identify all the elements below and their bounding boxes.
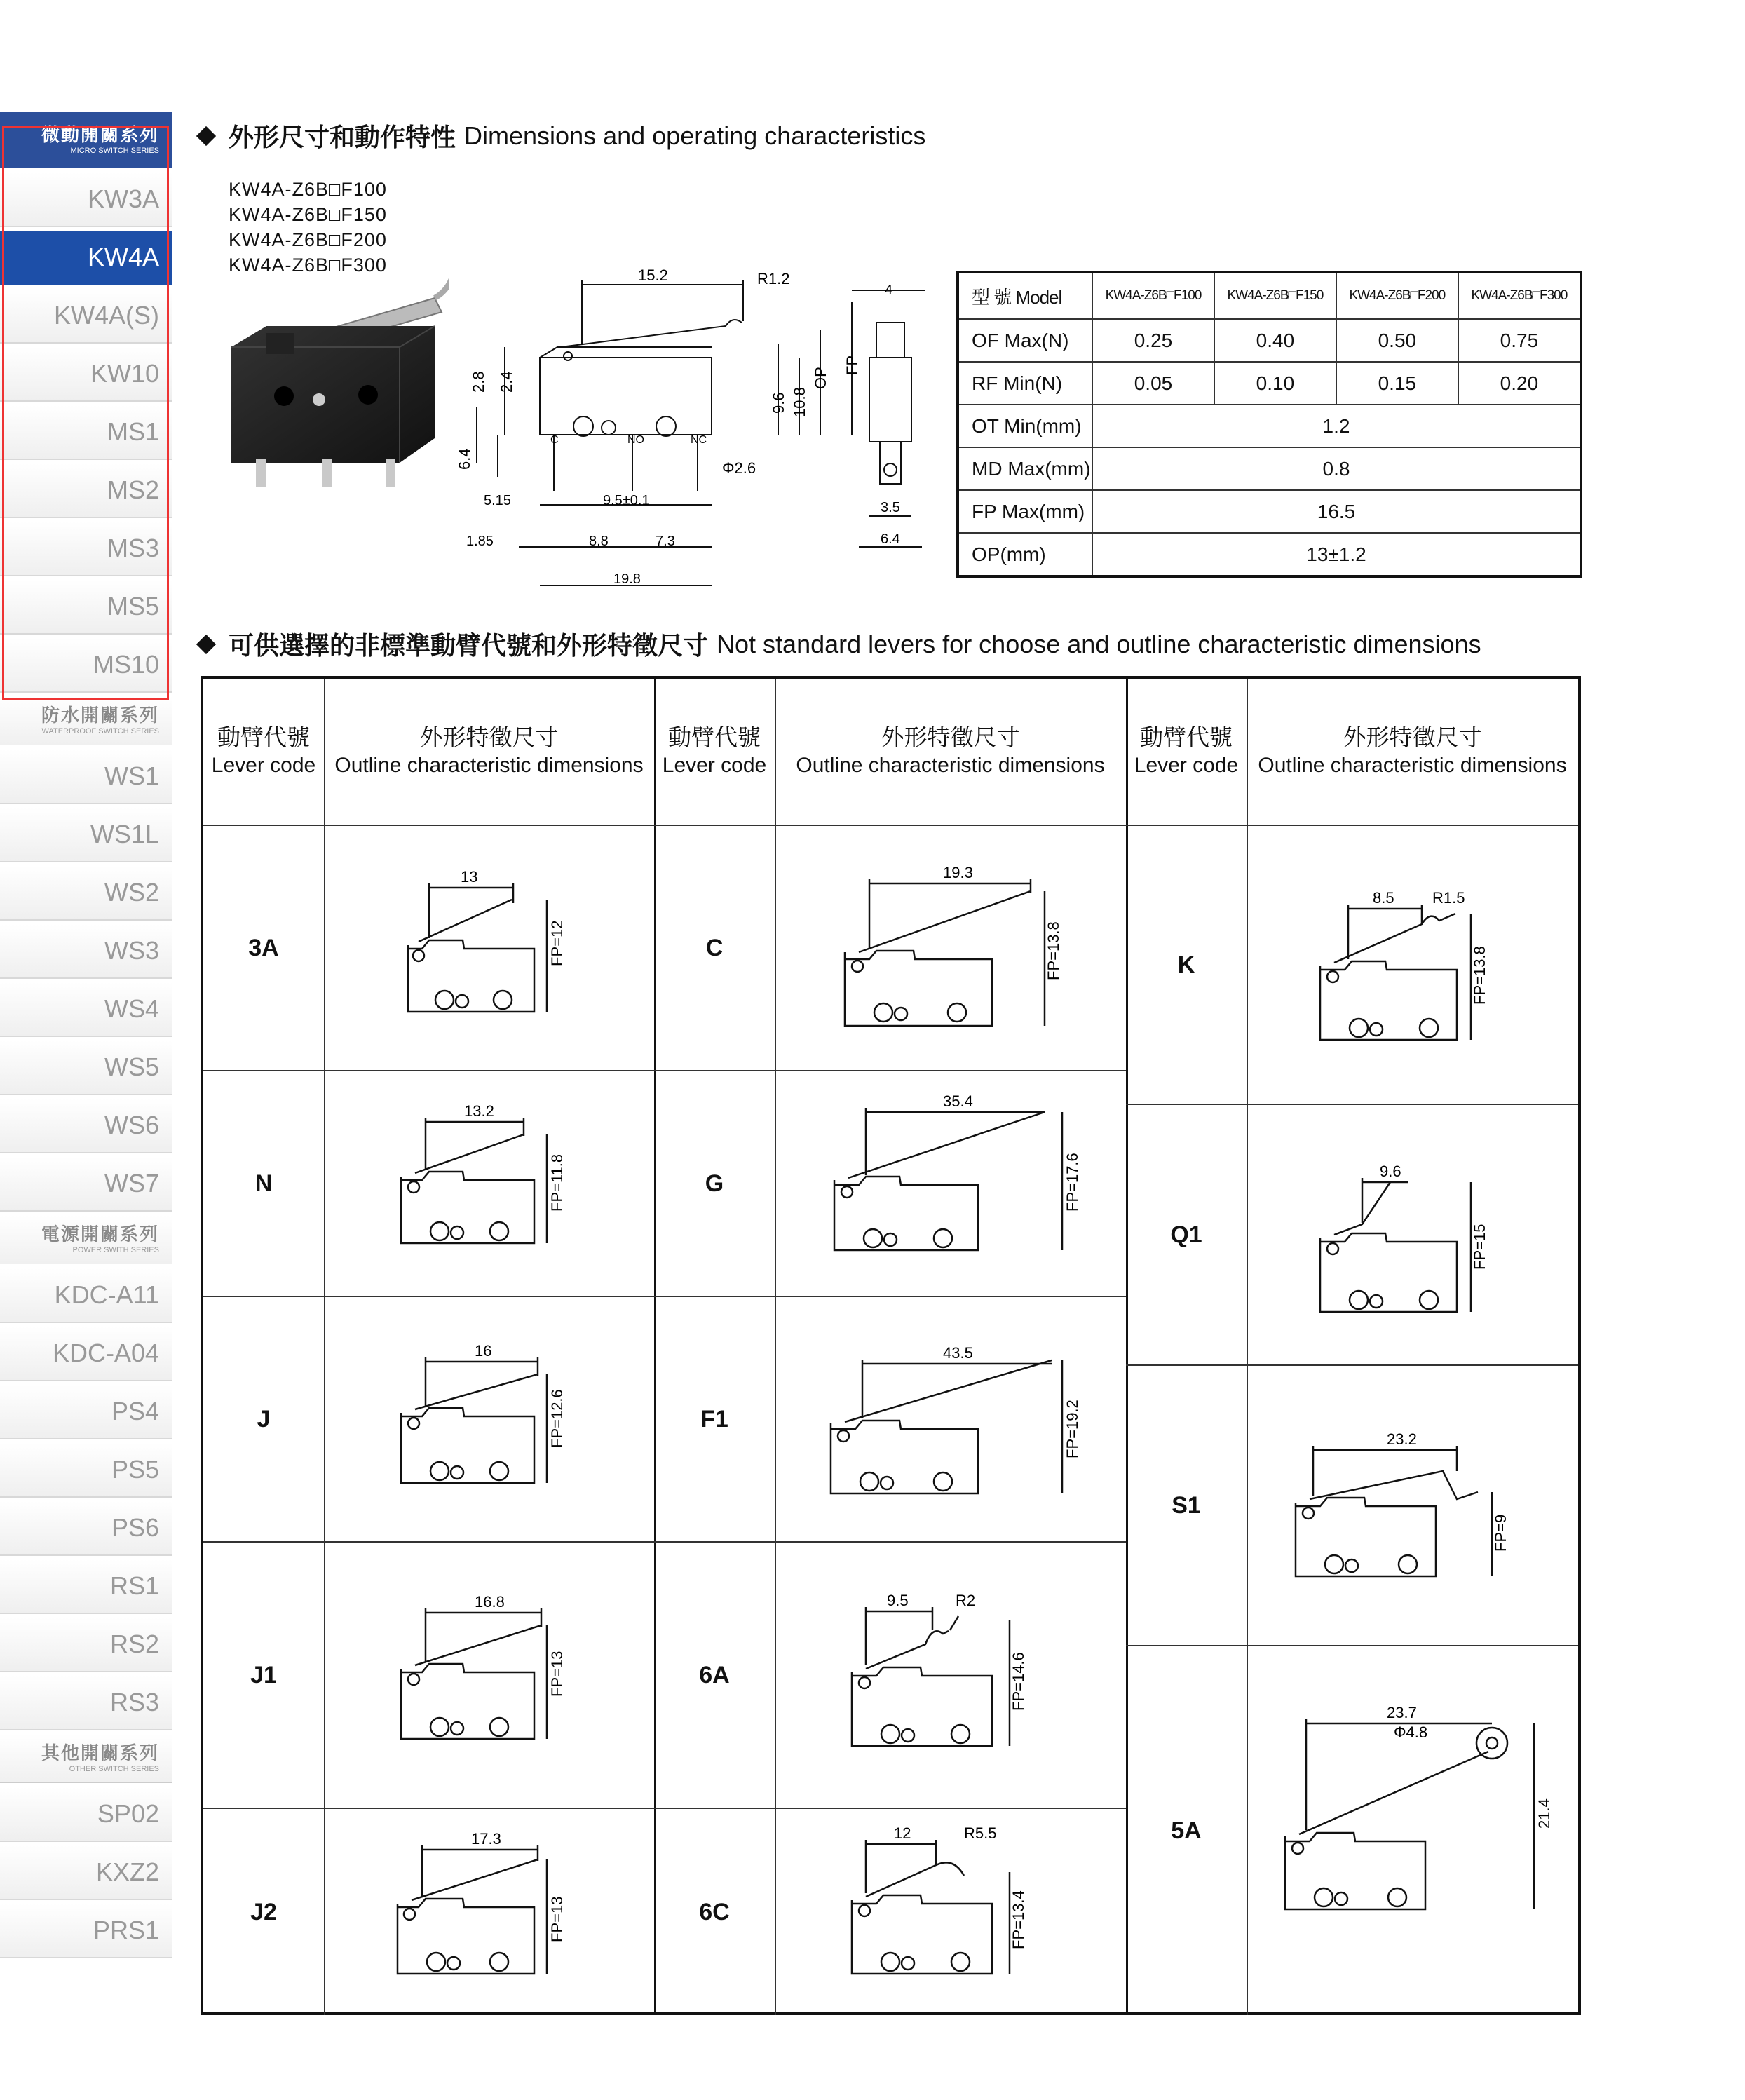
model-item: KW4A-Z6B□F300 xyxy=(229,255,387,276)
lever-header xyxy=(654,679,1126,826)
header-dim-en: Outline characteristic dimensions xyxy=(796,754,1105,777)
category-waterproof xyxy=(0,696,172,745)
lever-radius: R5.5 xyxy=(964,1824,997,1842)
header-code-en: Lever code xyxy=(211,754,316,777)
lever-drawing xyxy=(1247,1105,1576,1364)
lever-code: 6C xyxy=(654,1809,776,2015)
lever-row xyxy=(203,1543,654,1809)
header-dim-en: Outline characteristic dimensions xyxy=(334,754,644,777)
dim-h2: 2.4 xyxy=(498,371,515,393)
lever-row xyxy=(654,1071,1126,1297)
lever-length: 16 xyxy=(475,1342,492,1360)
sidebar-item-ws1[interactable]: WS1 xyxy=(0,750,172,804)
side-dim-bottom: 6.4 xyxy=(881,531,900,547)
lever-drawing xyxy=(324,826,653,1070)
lever-row xyxy=(1126,1105,1578,1366)
lever-row xyxy=(203,1809,654,2015)
sidebar-item-kw4a[interactable]: KW4A xyxy=(0,231,172,285)
sidebar-item-rs1[interactable]: RS1 xyxy=(0,1559,172,1614)
lever-code: G xyxy=(654,1071,776,1296)
pin-c-label: C xyxy=(550,434,559,446)
dim-v1: 9.6 xyxy=(770,392,787,414)
lever-fp: FP=9 xyxy=(1492,1514,1509,1552)
dim-op: OP xyxy=(812,367,829,389)
spec-cell: 16.5 xyxy=(1092,490,1581,533)
dim-fp: FP xyxy=(843,355,861,375)
lever-row xyxy=(203,1071,654,1297)
lever-length: 19.3 xyxy=(943,864,973,881)
sidebar-item-ws2[interactable]: WS2 xyxy=(0,866,172,921)
header-dim-zh: 外形特徵尺寸 xyxy=(419,724,559,751)
category-title: 電源開關系列 xyxy=(41,1224,159,1245)
header-dim-zh: 外形特徵尺寸 xyxy=(1343,724,1482,751)
section-title-levers xyxy=(195,626,1481,662)
spec-row-label: OF Max(N) xyxy=(958,319,1092,362)
sidebar-item-rs2[interactable]: RS2 xyxy=(0,1618,172,1672)
lever-fp: FP=15 xyxy=(1471,1224,1488,1270)
lever-fp: 21.4 xyxy=(1535,1798,1553,1829)
sidebar-item-kdc-a11[interactable]: KDC-A11 xyxy=(0,1268,172,1323)
spec-cell: 0.05 xyxy=(1092,362,1214,405)
header-dim-en: Outline characteristic dimensions xyxy=(1258,754,1567,777)
lever-code: S1 xyxy=(1126,1366,1248,1645)
spec-row-label: OT Min(mm) xyxy=(958,405,1092,447)
sidebar-item-ws6[interactable]: WS6 xyxy=(0,1099,172,1153)
header-code-zh: 動臂代號 xyxy=(1140,724,1233,751)
pin-nc-label: NC xyxy=(691,434,707,446)
lever-length: 16.8 xyxy=(475,1593,505,1611)
category-subtitle: MICRO SWITCH SERIES xyxy=(70,147,159,155)
lever-row xyxy=(654,826,1126,1071)
lever-drawing xyxy=(1247,1366,1576,1645)
spec-header-cell: KW4A-Z6B□F300 xyxy=(1458,272,1581,319)
sidebar-item-kw4a-s[interactable]: KW4A(S) xyxy=(0,289,172,344)
lever-row xyxy=(654,1543,1126,1809)
lever-drawing xyxy=(1247,826,1576,1104)
spec-header-cell: KW4A-Z6B□F200 xyxy=(1336,272,1458,319)
section-title-zh: 外形尺寸和動作特性 xyxy=(229,123,456,152)
lever-drawing xyxy=(324,1543,653,1808)
spec-cell: 0.75 xyxy=(1458,319,1581,362)
lever-row xyxy=(1126,1366,1578,1646)
header-code-zh: 動臂代號 xyxy=(217,724,310,751)
lever-code: F1 xyxy=(654,1297,776,1541)
spec-row xyxy=(958,362,1581,405)
lever-fp: FP=13 xyxy=(548,1896,566,1942)
header-dim-zh: 外形特徵尺寸 xyxy=(881,724,1020,751)
lever-code: J xyxy=(203,1297,325,1541)
lever-length: 23.7 xyxy=(1387,1704,1417,1721)
lever-drawing xyxy=(775,1297,1125,1541)
sidebar-item-ws3[interactable]: WS3 xyxy=(0,924,172,979)
spec-cell: 0.8 xyxy=(1092,447,1581,490)
lever-length: 17.3 xyxy=(471,1830,501,1848)
side-dim-mid: 3.5 xyxy=(881,500,900,515)
dim-b1: 5.15 xyxy=(484,493,511,508)
lever-row xyxy=(203,1297,654,1543)
spec-row-label: FP Max(mm) xyxy=(958,490,1092,533)
lever-code: K xyxy=(1126,826,1248,1104)
lever-column-3 xyxy=(1126,679,1578,2012)
lever-row xyxy=(203,826,654,1071)
category-title: 其他開關系列 xyxy=(41,1742,159,1764)
dim-b6: 19.8 xyxy=(613,571,641,587)
sidebar-item-ws1l[interactable]: WS1L xyxy=(0,808,172,862)
lever-drawing xyxy=(775,1071,1125,1296)
lever-code: J2 xyxy=(203,1809,325,2015)
sidebar-item-sp02[interactable]: SP02 xyxy=(0,1787,172,1842)
lever-code: N xyxy=(203,1071,325,1296)
sidebar-item-rs3[interactable]: RS3 xyxy=(0,1676,172,1730)
lever-drawing xyxy=(324,1809,653,2014)
lever-fp: FP=13.8 xyxy=(1045,921,1062,980)
sidebar-item-ms3[interactable]: MS3 xyxy=(0,522,172,576)
lever-row xyxy=(654,1297,1126,1543)
lever-drawing xyxy=(324,1071,653,1296)
dim-h1: 2.8 xyxy=(470,371,487,393)
sidebar-item-ws5[interactable]: WS5 xyxy=(0,1041,172,1095)
lever-column-2 xyxy=(654,679,1128,2012)
lever-code: 3A xyxy=(203,826,325,1070)
sidebar-item-ws4[interactable]: WS4 xyxy=(0,982,172,1037)
category-subtitle: WATERPROOF SWITCH SERIES xyxy=(41,726,159,736)
sidebar-item-ps6[interactable]: PS6 xyxy=(0,1501,172,1556)
category-subtitle: POWER SWITH SERIES xyxy=(72,1245,159,1254)
spec-row-label: OP(mm) xyxy=(958,533,1092,576)
spec-cell: 13±1.2 xyxy=(1092,533,1581,576)
sidebar-item-ms1[interactable]: MS1 xyxy=(0,405,172,460)
sidebar-item-kxz2[interactable]: KXZ2 xyxy=(0,1845,172,1900)
spec-cell: 0.25 xyxy=(1092,319,1214,362)
spec-row xyxy=(958,319,1581,362)
model-item: KW4A-Z6B□F150 xyxy=(229,204,387,225)
lever-row xyxy=(1126,826,1578,1105)
header-code-zh: 動臂代號 xyxy=(668,724,761,751)
dim-b4: 8.8 xyxy=(589,534,609,549)
lever-row xyxy=(1126,1646,1578,2015)
lever-length: 12 xyxy=(894,1824,911,1842)
spec-row xyxy=(958,447,1581,490)
lever-header xyxy=(203,679,654,826)
header-code-en: Lever code xyxy=(662,754,767,777)
product-photo xyxy=(224,270,449,508)
category-other xyxy=(0,1734,172,1783)
lever-code: C xyxy=(654,826,776,1070)
section-title-dimensions xyxy=(195,118,925,154)
spec-row xyxy=(958,490,1581,533)
category-subtitle: OTHER SWITCH SERIES xyxy=(69,1764,159,1773)
lever-fp: FP=19.2 xyxy=(1064,1400,1081,1458)
sidebar-item-ms10[interactable]: MS10 xyxy=(0,638,172,693)
dim-b2: 9.5±0.1 xyxy=(603,493,650,508)
lever-code: 6A xyxy=(654,1543,776,1808)
category-power xyxy=(0,1215,172,1264)
lever-fp: FP=13.8 xyxy=(1471,946,1488,1005)
section-title-en: Dimensions and operating characteristics xyxy=(464,121,926,150)
lever-radius: R1.5 xyxy=(1432,889,1465,907)
category-title: 微動開關系列 xyxy=(41,125,159,146)
lever-drawing xyxy=(324,1297,653,1541)
diamond-bullet-icon xyxy=(196,126,216,145)
lever-fp: FP=11.8 xyxy=(548,1153,566,1212)
dim-v2: 10.8 xyxy=(791,387,808,417)
series-sidebar xyxy=(0,112,172,1962)
category-micro-switch xyxy=(0,112,172,168)
spec-cell: 0.15 xyxy=(1336,362,1458,405)
side-dim-top: 4 xyxy=(885,283,893,298)
lever-column-1 xyxy=(203,679,656,2012)
lever-fp: FP=12 xyxy=(548,920,566,966)
lever-length: 23.2 xyxy=(1387,1430,1417,1448)
spec-header-cell: KW4A-Z6B□F150 xyxy=(1214,272,1336,319)
lever-length: 8.5 xyxy=(1373,889,1394,907)
spec-row xyxy=(958,405,1581,447)
lever-roller-dia: Φ4.8 xyxy=(1394,1723,1428,1741)
lever-code: 5A xyxy=(1126,1646,1248,2015)
dim-radius: R1.2 xyxy=(757,270,790,287)
dim-b3: 1.85 xyxy=(466,534,494,549)
section-title-en: Not standard levers for choose and outline characteristic dimensions xyxy=(717,629,1481,658)
spec-row-label: MD Max(mm) xyxy=(958,447,1092,490)
spec-cell: 1.2 xyxy=(1092,405,1581,447)
sidebar-item-ws7[interactable]: WS7 xyxy=(0,1157,172,1212)
sidebar-item-kw10[interactable]: KW10 xyxy=(0,347,172,402)
category-title: 防水開關系列 xyxy=(41,705,159,726)
pin-no-label: NO xyxy=(627,434,644,446)
diamond-bullet-icon xyxy=(196,634,216,653)
lever-fp: FP=14.6 xyxy=(1010,1652,1027,1711)
model-item: KW4A-Z6B□F200 xyxy=(229,229,387,250)
lever-length: 13.2 xyxy=(464,1102,494,1120)
spec-row-label: RF Min(N) xyxy=(958,362,1092,405)
lever-drawing xyxy=(775,1543,1125,1808)
lever-drawing xyxy=(775,1809,1125,2014)
spec-cell: 0.50 xyxy=(1336,319,1458,362)
lever-drawing xyxy=(1247,1646,1576,2014)
spec-row xyxy=(958,533,1581,576)
spec-cell: 0.20 xyxy=(1458,362,1581,405)
spec-cell: 0.10 xyxy=(1214,362,1336,405)
lever-length: 9.5 xyxy=(887,1592,909,1609)
spec-cell: 0.40 xyxy=(1214,319,1336,362)
sidebar-item-ms2[interactable]: MS2 xyxy=(0,463,172,518)
sidebar-item-ms5[interactable]: MS5 xyxy=(0,580,172,635)
lever-radius: R2 xyxy=(956,1592,976,1609)
dim-diameter: Φ2.6 xyxy=(722,459,756,477)
lever-fp: FP=13.4 xyxy=(1010,1890,1027,1949)
spec-header-cell: KW4A-Z6B□F100 xyxy=(1092,272,1214,319)
sidebar-item-ps4[interactable]: PS4 xyxy=(0,1385,172,1439)
sidebar-item-kw3a[interactable]: KW3A xyxy=(0,172,172,227)
model-list xyxy=(229,177,387,278)
lever-fp: FP=12.6 xyxy=(548,1389,566,1448)
lever-length: 9.6 xyxy=(1380,1163,1401,1180)
side-view-drawing xyxy=(841,280,953,554)
spec-header-row xyxy=(958,272,1581,319)
lever-length: 35.4 xyxy=(943,1092,973,1110)
lever-length: 43.5 xyxy=(943,1344,973,1362)
spec-header-label: 型 號 Model xyxy=(958,272,1092,319)
model-item: KW4A-Z6B□F100 xyxy=(229,179,387,200)
lever-fp: FP=13 xyxy=(548,1651,566,1697)
header-code-en: Lever code xyxy=(1134,754,1239,777)
spec-table xyxy=(956,271,1582,578)
sidebar-item-prs1[interactable]: PRS1 xyxy=(0,1904,172,1958)
dim-h3: 6.4 xyxy=(456,448,473,470)
lever-fp: FP=17.6 xyxy=(1064,1153,1081,1212)
lever-code: J1 xyxy=(203,1543,325,1808)
lever-header xyxy=(1126,679,1578,826)
dim-top: 15.2 xyxy=(638,266,668,284)
lever-drawing xyxy=(775,826,1125,1070)
lever-length: 13 xyxy=(461,868,478,886)
lever-code: Q1 xyxy=(1126,1105,1248,1364)
lever-row xyxy=(654,1809,1126,2015)
lever-table xyxy=(201,676,1581,2015)
section-title-zh: 可供選擇的非標準動臂代號和外形特徵尺寸 xyxy=(229,632,709,661)
dim-b5: 7.3 xyxy=(656,534,675,549)
sidebar-item-kdc-a04[interactable]: KDC-A04 xyxy=(0,1327,172,1381)
sidebar-item-ps5[interactable]: PS5 xyxy=(0,1443,172,1498)
